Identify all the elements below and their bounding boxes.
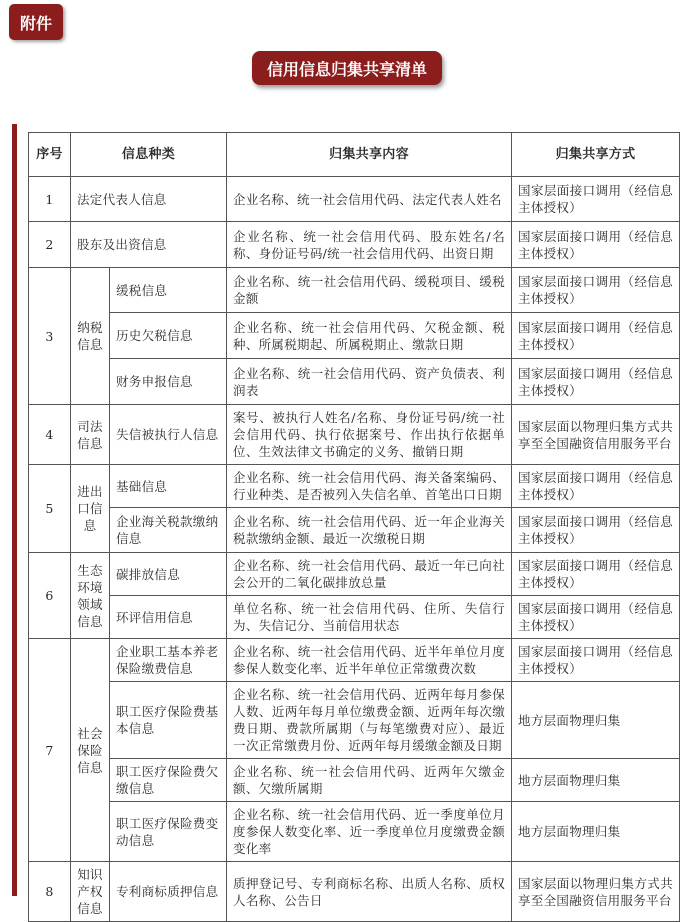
sub-category: 基础信息	[110, 465, 227, 508]
sub-category: 失信被执行人信息	[110, 405, 227, 465]
row-method: 国家层面以物理归集方式共享至全国融资信用服务平台	[512, 405, 680, 465]
table-row	[29, 553, 680, 596]
row-method: 国家层面接口调用（经信息主体授权）	[512, 177, 680, 222]
row-content: 企业名称、统一社会信用代码、近一季度单位月度参保人数变化率、近一季度单位月度缴费金额变化率	[227, 802, 512, 862]
table-row	[29, 802, 680, 862]
row-seq: 1	[29, 177, 71, 222]
header-seq: 序号	[29, 133, 71, 177]
row-seq: 3	[29, 268, 71, 405]
row-category: 司法信息	[71, 405, 110, 465]
row-content: 企业名称、统一社会信用代码、法定代表人姓名	[227, 177, 512, 222]
row-content: 企业名称、统一社会信用代码、海关备案编码、行业种类、是否被列入失信名单、首笔出口日期	[227, 465, 512, 508]
row-category: 纳税信息	[71, 268, 110, 405]
page-title: 信用信息归集共享清单	[252, 51, 442, 85]
row-content: 企业名称、统一社会信用代码、近一年企业海关税款缴纳金额、最近一次缴税日期	[227, 508, 512, 553]
table-row	[29, 359, 680, 405]
table-row	[29, 759, 680, 802]
sub-category: 缓税信息	[110, 268, 227, 313]
row-method: 国家层面接口调用（经信息主体授权）	[512, 465, 680, 508]
table-row	[29, 682, 680, 759]
row-seq: 4	[29, 405, 71, 465]
sub-category: 职工医疗保险费变动信息	[110, 802, 227, 862]
row-category: 进出口信息	[71, 465, 110, 553]
sub-category: 企业海关税款缴纳信息	[110, 508, 227, 553]
row-method: 地方层面物理归集	[512, 682, 680, 759]
row-category: 知识产权信息	[71, 862, 110, 922]
row-method: 国家层面接口调用（经信息主体授权）	[512, 268, 680, 313]
row-content: 单位名称、统一社会信用代码、住所、失信行为、失信记分、当前信用状态	[227, 596, 512, 639]
row-content: 企业名称、统一社会信用代码、近两年欠缴金额、欠缴所属期	[227, 759, 512, 802]
table-row	[29, 222, 680, 268]
row-seq: 6	[29, 553, 71, 639]
row-seq: 7	[29, 639, 71, 862]
sub-category: 环评信用信息	[110, 596, 227, 639]
header-content: 归集共享内容	[227, 133, 512, 177]
sub-category: 专利商标质押信息	[110, 862, 227, 922]
sub-category: 职工医疗保险费基本信息	[110, 682, 227, 759]
row-category: 生态环境领域信息	[71, 553, 110, 639]
table-row	[29, 313, 680, 359]
row-method: 地方层面物理归集	[512, 759, 680, 802]
row-seq: 2	[29, 222, 71, 268]
table-row	[29, 639, 680, 682]
row-method: 国家层面接口调用（经信息主体授权）	[512, 359, 680, 405]
table-row	[29, 177, 680, 222]
table-row	[29, 405, 680, 465]
row-content: 企业名称、统一社会信用代码、最近一年已向社会公开的二氧化碳排放总量	[227, 553, 512, 596]
row-content: 企业名称、统一社会信用代码、欠税金额、税种、所属税期起、所属税期止、缴款日期	[227, 313, 512, 359]
left-accent-bar	[12, 124, 17, 896]
row-method: 国家层面接口调用（经信息主体授权）	[512, 508, 680, 553]
row-category: 股东及出资信息	[71, 222, 227, 268]
row-method: 国家层面接口调用（经信息主体授权）	[512, 222, 680, 268]
header-method: 归集共享方式	[512, 133, 680, 177]
table-row	[29, 596, 680, 639]
sub-category: 碳排放信息	[110, 553, 227, 596]
row-content: 企业名称、统一社会信用代码、近两年每月参保人数、近两年每月单位缴费金额、近两年每次缴费日期、费款所属期（与每笔缴费对应）、最近一次正常缴费月份、近两年每月缓缴金额及日期	[227, 682, 512, 759]
header-category: 信息种类	[71, 133, 227, 177]
row-seq: 5	[29, 465, 71, 553]
row-category: 法定代表人信息	[71, 177, 227, 222]
row-content: 案号、被执行人姓名/名称、身份证号码/统一社会信用代码、执行依据案号、作出执行依据单位、生效法律文书确定的义务、撤销日期	[227, 405, 512, 465]
sub-category: 企业职工基本养老保险缴费信息	[110, 639, 227, 682]
row-content: 企业名称、统一社会信用代码、股东姓名/名称、身份证号码/统一社会信用代码、出资日期	[227, 222, 512, 268]
row-method: 国家层面接口调用（经信息主体授权）	[512, 313, 680, 359]
credit-info-table	[28, 132, 680, 922]
row-content: 企业名称、统一社会信用代码、资产负债表、利润表	[227, 359, 512, 405]
table-row	[29, 465, 680, 508]
row-method: 国家层面接口调用（经信息主体授权）	[512, 596, 680, 639]
row-seq: 8	[29, 862, 71, 922]
row-content: 质押登记号、专利商标名称、出质人名称、质权人名称、公告日	[227, 862, 512, 922]
row-content: 企业名称、统一社会信用代码、缓税项目、缓税金额	[227, 268, 512, 313]
table-row	[29, 268, 680, 313]
sub-category: 财务申报信息	[110, 359, 227, 405]
row-method: 地方层面物理归集	[512, 802, 680, 862]
attachment-label: 附件	[9, 4, 63, 40]
table-row	[29, 862, 680, 922]
sub-category: 历史欠税信息	[110, 313, 227, 359]
sub-category: 职工医疗保险费欠缴信息	[110, 759, 227, 802]
row-content: 企业名称、统一社会信用代码、近半年单位月度参保人数变化率、近半年单位正常缴费次数	[227, 639, 512, 682]
table-header-row	[29, 133, 680, 177]
table-row	[29, 508, 680, 553]
row-method: 国家层面接口调用（经信息主体授权）	[512, 639, 680, 682]
row-category: 社会保险信息	[71, 639, 110, 862]
row-method: 国家层面以物理归集方式共享至全国融资信用服务平台	[512, 862, 680, 922]
row-method: 国家层面接口调用（经信息主体授权）	[512, 553, 680, 596]
